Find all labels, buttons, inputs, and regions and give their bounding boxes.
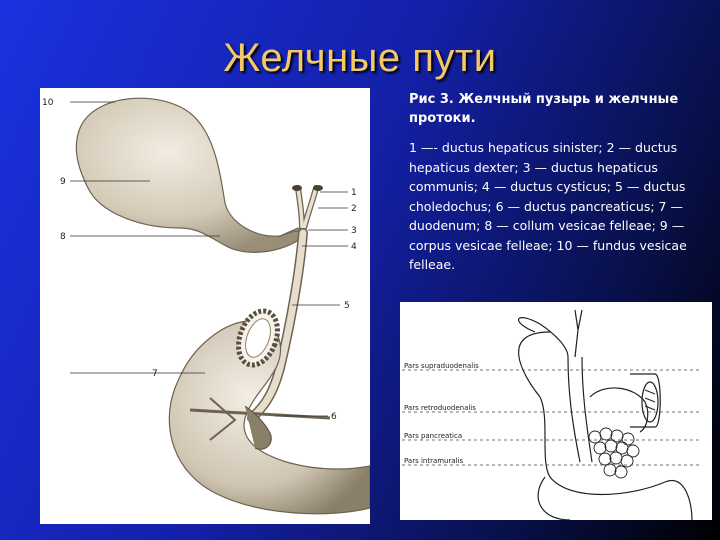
label-6: 6 xyxy=(331,412,337,422)
label-7: 7 xyxy=(152,369,158,379)
level-label-intramural: Pars intramuralis xyxy=(404,457,464,465)
figure-caption xyxy=(409,90,707,275)
level-label-retroduodenal: Pars retroduodenalis xyxy=(404,404,476,412)
label-5: 5 xyxy=(344,301,350,311)
level-label-pancreatic: Pars pancreatica xyxy=(404,432,463,440)
label-8: 8 xyxy=(60,232,66,242)
schematic-duodenum xyxy=(519,332,692,520)
schematic-pancreas xyxy=(589,428,639,478)
label-3: 3 xyxy=(351,226,357,236)
gallbladder-shape xyxy=(76,98,302,252)
label-1: 1 xyxy=(351,188,357,198)
bile-duct-schematic xyxy=(400,302,712,520)
level-label-supraduodenal: Pars supraduodenalis xyxy=(404,362,479,370)
schematic-hepatic-ducts xyxy=(575,310,582,357)
label-4: 4 xyxy=(351,242,357,252)
slide-title: Желчные пути xyxy=(223,36,497,80)
label-10: 10 xyxy=(42,98,54,108)
label-9: 9 xyxy=(60,177,66,187)
label-2: 2 xyxy=(351,204,357,214)
caption-title: Рис 3. Желчный пузырь и желчные протоки. xyxy=(409,92,679,126)
gallbladder-drawing xyxy=(40,88,370,524)
schematic-cbd xyxy=(568,357,592,462)
gallbladder-illustration xyxy=(40,88,370,524)
schematic-drawing xyxy=(400,302,712,520)
caption-body: 1 —- ductus hepaticus sinister; 2 — ductus hepaticus dexter; 3 — ductus hepaticus communis; 4 — ductus cysticus; 5 — ductus choledochus; 6 — ductus pancreaticus; 7 — duodenum; 8 — collum vesicae felleae; 9 — corpus vesicae felleae; 10 — fundus vesicae felleae. xyxy=(409,140,687,272)
